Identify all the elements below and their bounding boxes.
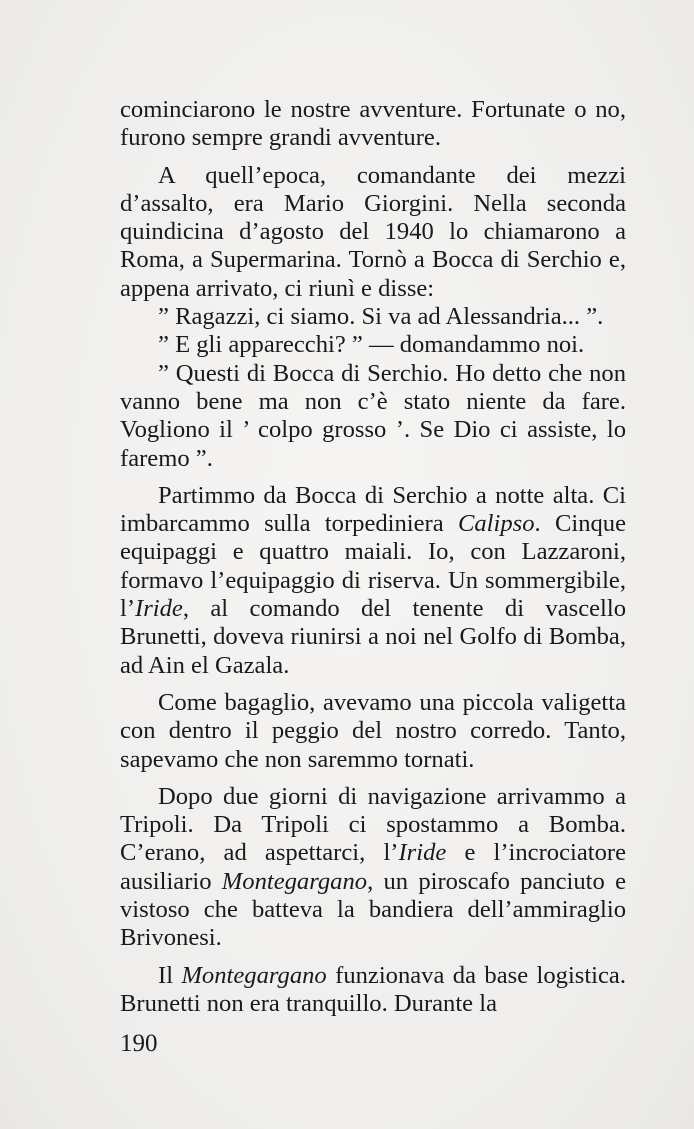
italic-title-text: Calipso — [457, 510, 535, 538]
paragraph-5 — [120, 482, 626, 680]
italic-title-text: Iride — [135, 595, 183, 623]
paragraph-text: . Cinque equipaggi e quattro maiali. Io, con Lazzaroni, formavo l’equipaggio di riserva. Un sommergibile, l’ — [120, 510, 627, 623]
paragraph-text: Il — [158, 961, 182, 989]
paragraph-3 — [120, 331, 626, 359]
paragraph-text: Partimmo da Bocca di Serchio a notte alta. Ci imbarcammo sulla torpediniera — [120, 481, 626, 538]
paragraph-text: ” E gli apparecchi? ” — domandammo noi. — [158, 331, 585, 359]
paragraph-2 — [120, 303, 626, 331]
paragraph-4 — [120, 360, 626, 473]
paragraph-text: Dopo due giorni di navigazione arrivammo a Tripoli. Da Tripoli ci spostammo a Bomba. C’erano, ad aspettarci, l’ — [120, 782, 626, 867]
body-text — [120, 96, 626, 1027]
italic-title-text: Montegargano — [181, 961, 327, 989]
paragraph-text: A quell’epoca, comandante dei mezzi d’assalto, era Mario Giorgini. Nella seconda quindicina d’agosto del 1940 lo chiamarono a Roma, a Supermarina. Tornò a Bocca di Serchio e, appena arrivato, ci riunì e disse: — [120, 161, 626, 302]
paragraph-7 — [120, 783, 626, 953]
paragraph-text: e l’incrociatore ausiliario — [120, 839, 626, 895]
paragraph-text: ” Ragazzi, ci siamo. Si va ad Alessandria... ”. — [158, 303, 604, 331]
paragraph-text: ” Questi di Bocca di Serchio. Ho detto che non vanno bene ma non c’è stato niente da fare. Vogliono il ’ colpo grosso ’. Se Dio ci assiste, lo faremo ”. — [120, 359, 626, 472]
paragraph-text: , un piroscafo panciuto e vistoso che batteva la bandiera dell’ammiraglio Brivonesi. — [120, 867, 626, 952]
paragraph-0 — [120, 96, 626, 153]
paragraph-text: cominciarono le nostre avventure. Fortunate o no, furono sempre grandi avventure. — [120, 96, 626, 152]
paragraph-1 — [120, 162, 626, 303]
paragraph-text: funzionava da base logistica. Brunetti non era tranquillo. Durante la — [120, 961, 626, 1017]
page-number: 190 — [120, 1030, 158, 1057]
italic-title-text: Iride — [398, 839, 447, 867]
italic-title-text: Montegargano — [221, 867, 368, 895]
paragraph-6 — [120, 689, 626, 774]
paragraph-8 — [120, 962, 626, 1019]
paragraph-text: , al comando del tenente di vascello Brunetti, doveva riunirsi a noi nel Golfo di Bomba, ad Ain el Gazala. — [120, 595, 626, 679]
paragraph-text: Come bagaglio, avevamo una piccola valigetta con dentro il peggio del nostro corredo. Tanto, sapevamo che non saremmo tornati. — [120, 688, 626, 773]
